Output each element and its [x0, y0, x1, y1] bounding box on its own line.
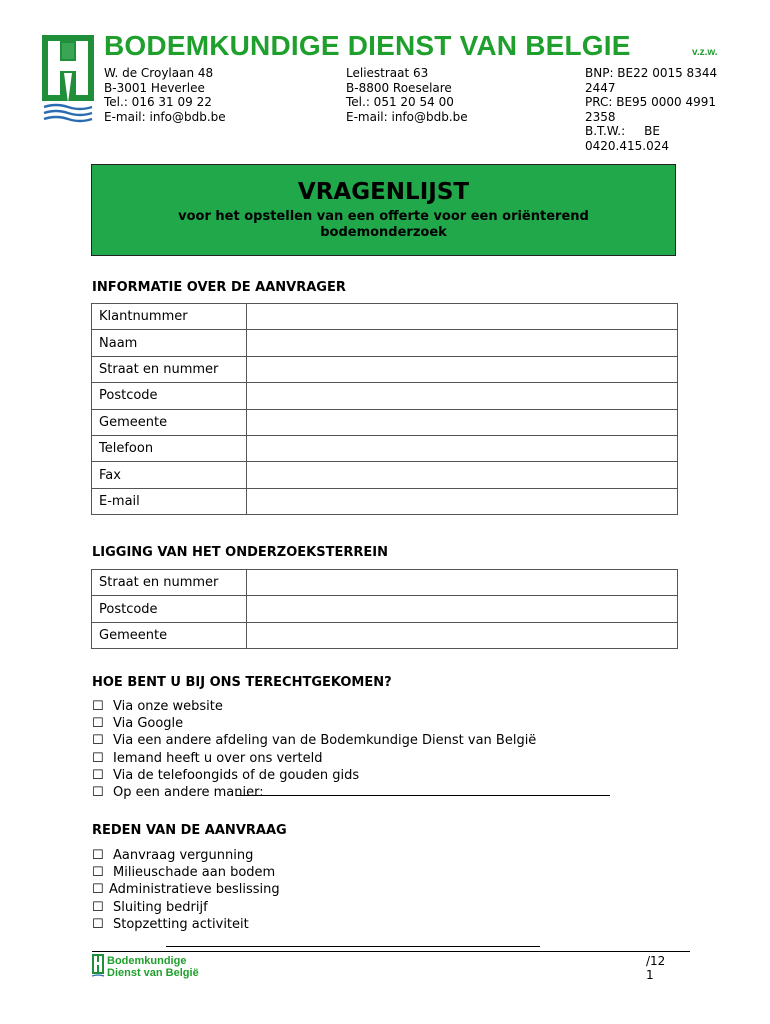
form-row [92, 409, 678, 435]
organization-suffix: v.z.w. [692, 47, 718, 58]
bank-details: BNP: BE22 0015 8344 2447 PRC: BE95 0000 4991 2358 B.T.W.: BE 0420.415.024 [585, 66, 718, 153]
checkbox-option[interactable] [92, 750, 610, 767]
checkbox-label: Via onze website [113, 699, 223, 714]
checkbox-label: Milieuschade aan bodem [113, 865, 276, 881]
field-input[interactable] [247, 356, 678, 382]
other-source-line[interactable] [236, 786, 610, 796]
page-number: /12 1 [646, 954, 666, 982]
form-row [92, 570, 678, 596]
checkbox-icon[interactable]: ☐ [92, 899, 104, 915]
checkbox-option[interactable] [92, 784, 610, 801]
field-label: E-mail [92, 488, 247, 514]
form-row [92, 462, 678, 488]
checkbox-label: Administratieve beslissing [109, 882, 280, 898]
checkbox-option[interactable] [92, 916, 280, 933]
checkbox-icon[interactable]: ☐ [92, 865, 104, 881]
field-label: Gemeente [92, 622, 247, 648]
checkbox-label: Via een andere afdeling van de Bodemkundige Dienst van België [113, 733, 537, 749]
checkbox-option[interactable] [92, 899, 280, 916]
field-label: Gemeente [92, 409, 247, 435]
form-row [92, 622, 678, 648]
source-options [92, 698, 610, 801]
reason-heading: REDEN VAN DE AANVRAAG [92, 823, 287, 838]
form-row [92, 596, 678, 622]
field-input[interactable] [247, 462, 678, 488]
field-input[interactable] [247, 330, 678, 356]
checkbox-option[interactable] [92, 732, 610, 749]
other-reason-line[interactable] [166, 938, 540, 947]
footer-divider [92, 951, 690, 952]
document-title: VRAGENLIJST [297, 179, 470, 205]
field-input[interactable] [247, 596, 678, 622]
footer-logo-line1: Bodemkundige [107, 955, 187, 967]
checkbox-label: Via de telefoongids of de gouden gids [113, 767, 360, 783]
checkbox-label: Op een andere manier: [113, 785, 264, 801]
source-heading: HOE BENT U BIJ ONS TERECHTGEKOMEN? [92, 675, 392, 690]
title-banner [91, 164, 676, 256]
checkbox-icon[interactable]: ☐ [92, 882, 104, 898]
checkbox-label: Aanvraag vergunning [113, 848, 254, 863]
checkbox-label: Sluiting bedrijf [113, 899, 208, 915]
field-label: Straat en nummer [92, 356, 247, 382]
reason-options [92, 847, 280, 933]
field-input[interactable] [247, 570, 678, 596]
checkbox-icon[interactable]: ☐ [92, 750, 104, 766]
field-label: Postcode [92, 383, 247, 409]
form-row [92, 488, 678, 514]
applicant-table [91, 303, 678, 515]
checkbox-icon[interactable]: ☐ [92, 699, 104, 714]
form-row [92, 383, 678, 409]
checkbox-icon[interactable]: ☐ [92, 848, 104, 863]
form-row [92, 304, 678, 330]
field-input[interactable] [247, 383, 678, 409]
address-roeselare: Leliestraat 63 B-8800 Roeselare Tel.: 051 20 54 00 E-mail: info@bdb.be [346, 66, 468, 124]
checkbox-option[interactable] [92, 847, 280, 864]
footer-logo-line2: Dienst van België [107, 967, 199, 979]
field-label: Straat en nummer [92, 570, 247, 596]
field-input[interactable] [247, 409, 678, 435]
checkbox-label: Stopzetting activiteit [113, 916, 249, 932]
field-label: Naam [92, 330, 247, 356]
field-label: Fax [92, 462, 247, 488]
checkbox-icon[interactable]: ☐ [92, 716, 104, 732]
field-input[interactable] [247, 304, 678, 330]
checkbox-option[interactable] [92, 864, 280, 881]
field-input[interactable] [247, 488, 678, 514]
applicant-heading: INFORMATIE OVER DE AANVRAGER [92, 280, 346, 295]
bdb-logo [40, 33, 96, 123]
form-row [92, 435, 678, 461]
location-table [91, 569, 678, 649]
checkbox-icon[interactable]: ☐ [92, 785, 104, 801]
field-label: Klantnummer [92, 304, 247, 330]
footer-logo [92, 953, 212, 979]
field-label: Telefoon [92, 435, 247, 461]
form-row [92, 356, 678, 382]
checkbox-icon[interactable]: ☐ [92, 733, 104, 749]
checkbox-label: Iemand heeft u over ons verteld [113, 750, 323, 766]
checkbox-icon[interactable]: ☐ [92, 767, 104, 783]
location-heading: LIGGING VAN HET ONDERZOEKSTERREIN [92, 545, 388, 560]
checkbox-label: Via Google [113, 716, 184, 732]
checkbox-option[interactable] [92, 881, 280, 898]
field-input[interactable] [247, 435, 678, 461]
document-subtitle: voor het opstellen van een offerte voor een oriënterend bodemonderzoek [178, 209, 589, 240]
checkbox-option[interactable] [92, 715, 610, 732]
checkbox-icon[interactable]: ☐ [92, 916, 104, 932]
address-heverlee: W. de Croylaan 48 B-3001 Heverlee Tel.: 016 31 09 22 E-mail: info@bdb.be [104, 66, 226, 124]
field-input[interactable] [247, 622, 678, 648]
organization-name: BODEMKUNDIGE DIENST VAN BELGIE [104, 30, 631, 61]
field-label: Postcode [92, 596, 247, 622]
checkbox-option[interactable] [92, 767, 610, 784]
form-row [92, 330, 678, 356]
checkbox-option[interactable] [92, 698, 610, 715]
